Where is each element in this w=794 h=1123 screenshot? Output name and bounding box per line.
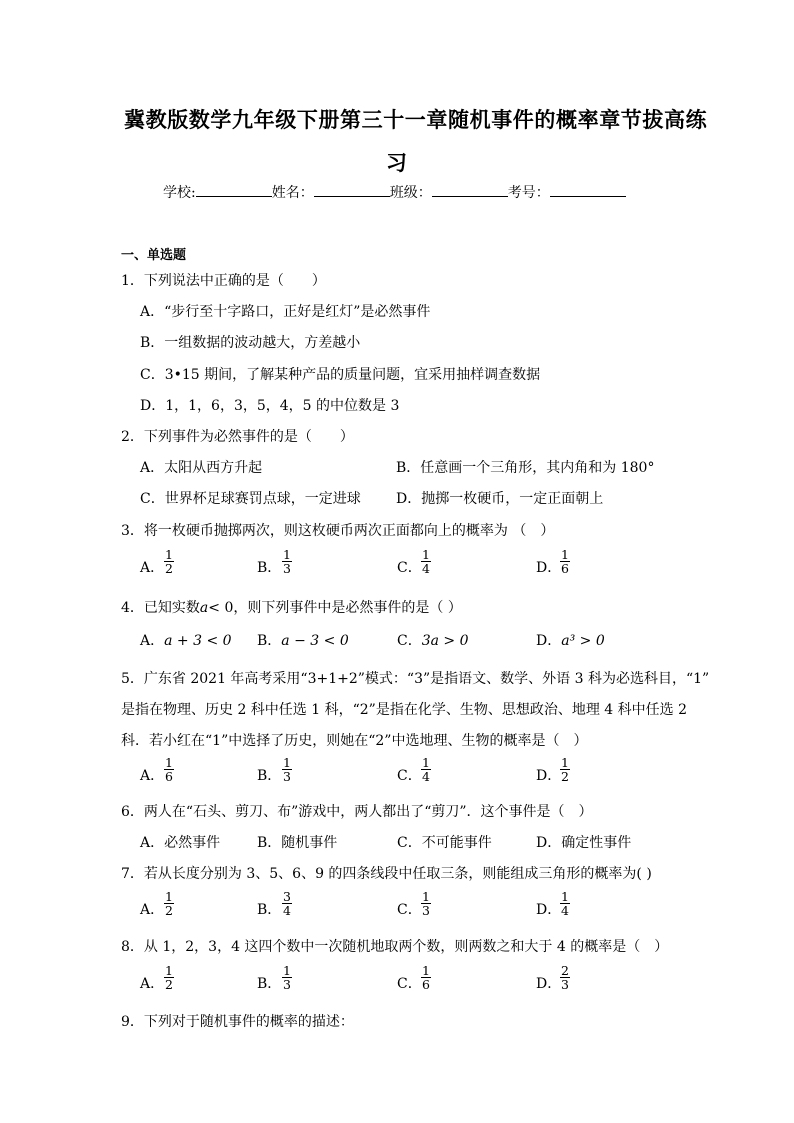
question-5-label-d: D． [536, 768, 562, 784]
school-label: 学校: [163, 185, 196, 201]
question-3-option-d-fraction: $\frac{1}{6}$ [561, 547, 569, 576]
question-3-label-c: C． [397, 560, 422, 576]
section-heading: 一、单选题 [121, 248, 187, 263]
question-3-label-d: D． [536, 560, 562, 576]
exam-number-label: 考号： [507, 185, 550, 201]
name-label: 姓名： [271, 185, 314, 201]
question-7-label-a: A． [140, 902, 165, 918]
question-5-option-d-fraction: $\frac{1}{2}$ [561, 755, 569, 784]
question-3-label-b: B． [257, 560, 282, 576]
question-8-option-d-fraction: $\frac{2}{3}$ [561, 963, 569, 992]
question-1-option-b: B．一组数据的波动越大，方差越小 [140, 335, 361, 351]
question-4-stem: 4．已知实数a< 0，则下列事件中是必然事件的是（ ） [121, 600, 462, 616]
question-7-stem: 7．若从长度分别为 3、5、6、9 的四条线段中任取三条，则能组成三角形的概率为( ) [121, 866, 652, 882]
question-5-option-b-fraction: $\frac{1}{3}$ [283, 755, 291, 784]
question-3-option-c-fraction: $\frac{1}{4}$ [422, 547, 430, 576]
name-blank[interactable] [314, 195, 390, 197]
question-7-label-d: D． [536, 902, 562, 918]
question-6-option-a: A．必然事件 [140, 835, 221, 851]
question-3-option-b-fraction: $\frac{1}{3}$ [283, 547, 291, 576]
question-5-stem-line-1: 5．广东省 2021 年高考采用“3+1+2”模式：“3”是指语文、数学、外语 3 科为必选科目，“1” [121, 671, 710, 687]
question-8-option-c-fraction: $\frac{1}{6}$ [422, 963, 430, 992]
student-info-line [163, 182, 626, 202]
document-title: 冀教版数学九年级下册第三十一章随机事件的概率章节拔高练 [124, 108, 708, 132]
question-3-stem: 3．将一枚硬币抛掷两次，则这枚硬币两次正面都向上的概率为 （ ） [121, 523, 555, 539]
question-6-stem: 6．两人在“石头、剪刀、布”游戏中，两人都出了“剪刀”．这个事件是（ ） [121, 804, 593, 820]
question-5-label-b: B． [257, 768, 282, 784]
question-8-stem: 8．从 1，2，3，4 这四个数中一次随机地取两个数，则两数之和大于 4 的概率是（ ） [121, 939, 669, 955]
question-5-stem-line-2: 是指在物理、历史 2 科中任选 1 科，“2”是指在化学、生物、思想政治、地理 4 科中任选 2 [121, 702, 687, 718]
document-title-continued: 习 [386, 151, 408, 175]
question-6-option-b: B．随机事件 [257, 835, 338, 851]
question-1-option-a: A．“步行至十字路口，正好是红灯”是必然事件 [140, 304, 431, 320]
question-7-option-c-fraction: $\frac{1}{3}$ [422, 889, 430, 918]
question-7-option-a-fraction: $\frac{1}{2}$ [165, 889, 173, 918]
question-5-option-c-fraction: $\frac{1}{4}$ [422, 755, 430, 784]
question-1-option-c: C．3•15 期间，了解某种产品的质量问题，宜采用抽样调查数据 [140, 367, 541, 383]
question-4-option-d: D．a³ > 0 [536, 633, 605, 649]
question-3-option-a-fraction: $\frac{1}{2}$ [165, 547, 173, 576]
question-6-option-d: D．确定性事件 [536, 835, 632, 851]
question-5-option-a-fraction: $\frac{1}{6}$ [165, 755, 173, 784]
question-7-label-b: B． [257, 902, 282, 918]
question-3-label-a: A． [140, 560, 165, 576]
question-1-stem: 1．下列说法中正确的是（ ） [121, 273, 326, 289]
question-2-option-a: A．太阳从西方升起 [140, 460, 263, 476]
class-label: 班级： [389, 185, 432, 201]
question-2-option-b: B．任意画一个三角形，其内角和为 180° [396, 460, 655, 476]
question-5-label-a: A． [140, 768, 165, 784]
question-4-option-a: A．a + 3 < 0 [140, 633, 232, 649]
school-blank[interactable] [196, 195, 272, 197]
question-8-label-a: A． [140, 976, 165, 992]
question-4-option-b: B．a − 3 < 0 [257, 633, 349, 649]
question-9-stem: 9．下列对于随机事件的概率的描述： [121, 1014, 354, 1030]
question-2-stem: 2．下列事件为必然事件的是（ ） [121, 429, 354, 445]
exam-number-blank[interactable] [550, 195, 626, 197]
question-7-option-d-fraction: $\frac{1}{4}$ [561, 889, 569, 918]
variable-a: a [199, 600, 209, 616]
question-7-option-b-fraction: $\frac{3}{4}$ [283, 889, 291, 918]
question-5-stem-line-3: 科．若小红在“1”中选择了历史，则她在“2”中选地理、生物的概率是（ ） [121, 733, 588, 749]
question-8-option-b-fraction: $\frac{1}{3}$ [283, 963, 291, 992]
question-8-label-d: D． [536, 976, 562, 992]
question-7-label-c: C． [397, 902, 422, 918]
class-blank[interactable] [432, 195, 508, 197]
question-8-label-c: C． [397, 976, 422, 992]
question-1-option-d: D．1，1，6，3，5，4，5 的中位数是 3 [140, 398, 400, 414]
question-2-option-d: D．抛掷一枚硬币，一定正面朝上 [396, 491, 604, 507]
question-8-option-a-fraction: $\frac{1}{2}$ [165, 963, 173, 992]
question-2-option-c: C．世界杯足球赛罚点球，一定进球 [140, 491, 361, 507]
question-6-option-c: C．不可能事件 [397, 835, 492, 851]
question-4-option-c: C．3a > 0 [397, 633, 469, 649]
question-8-label-b: B． [257, 976, 282, 992]
question-5-label-c: C． [397, 768, 422, 784]
